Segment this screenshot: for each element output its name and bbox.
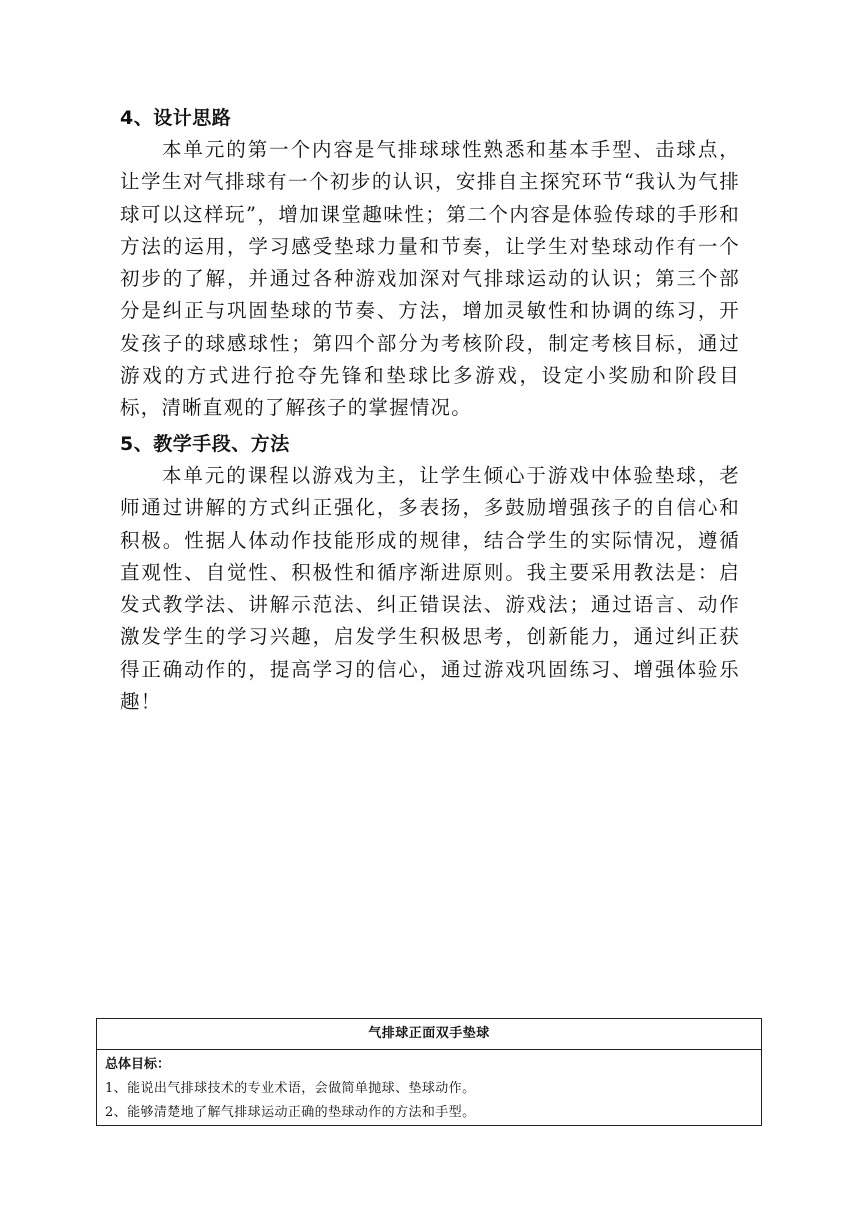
objective-item: 2、能够清楚地了解气排球运动正确的垫球动作的方法和手型。: [105, 1105, 476, 1120]
section-heading: 5、教学手段、方法: [120, 433, 290, 455]
table-body: [97, 1050, 761, 1125]
table-subtitle: 总体目标：: [105, 1057, 171, 1072]
table-title: 气排球正面双手垫球: [97, 1019, 761, 1050]
section-heading: 4、设计思路: [120, 107, 232, 129]
section-paragraph: 本单元的第一个内容是气排球球性熟悉和基本手型、击球点，让学生对气排球有一个初步的认识，安排自主探究环节“我认为气排球可以这样玩”，增加课堂趣味性；第二个内容是体验传球的手形和方法的运用，学习感受垫球力量和节奏，让学生对垫球动作有一个初步的了解，并通过各种游戏加深对气排球运动的认识；第三个部分是纠正与巩固垫球的节奏、方法，增加灵敏性和协调的练习，开发孩子的球感球性；第四个部分为考核阶段，制定考核目标，通过游戏的方式进行抢夺先锋和垫球比多游戏，设定小奖励和阶段目标，清晰直观的了解孩子的掌握情况。: [120, 138, 740, 420]
objectives-table: [96, 1018, 762, 1126]
objective-item: 1、能说出气排球技术的专业术语，会做简单抛球、垫球动作。: [105, 1081, 476, 1096]
section-paragraph: 本单元的课程以游戏为主，让学生倾心于游戏中体验垫球，老师通过讲解的方式纠正强化，多表扬，多鼓励增强孩子的自信心和积极。性据人体动作技能形成的规律，结合学生的实际情况，遵循直观性、自觉性、积极性和循序渐进原则。我主要采用教法是：启发式教学法、讲解示范法、纠正错误法、游戏法；通过语言、动作激发学生的学习兴趣，启发学生积极思考，创新能力，通过纠正获得正确动作的，提高学习的信心，通过游戏巩固练习、增强体验乐趣！: [120, 464, 740, 714]
section-teaching-methods: [120, 432, 740, 718]
section-design-idea: [120, 106, 740, 425]
